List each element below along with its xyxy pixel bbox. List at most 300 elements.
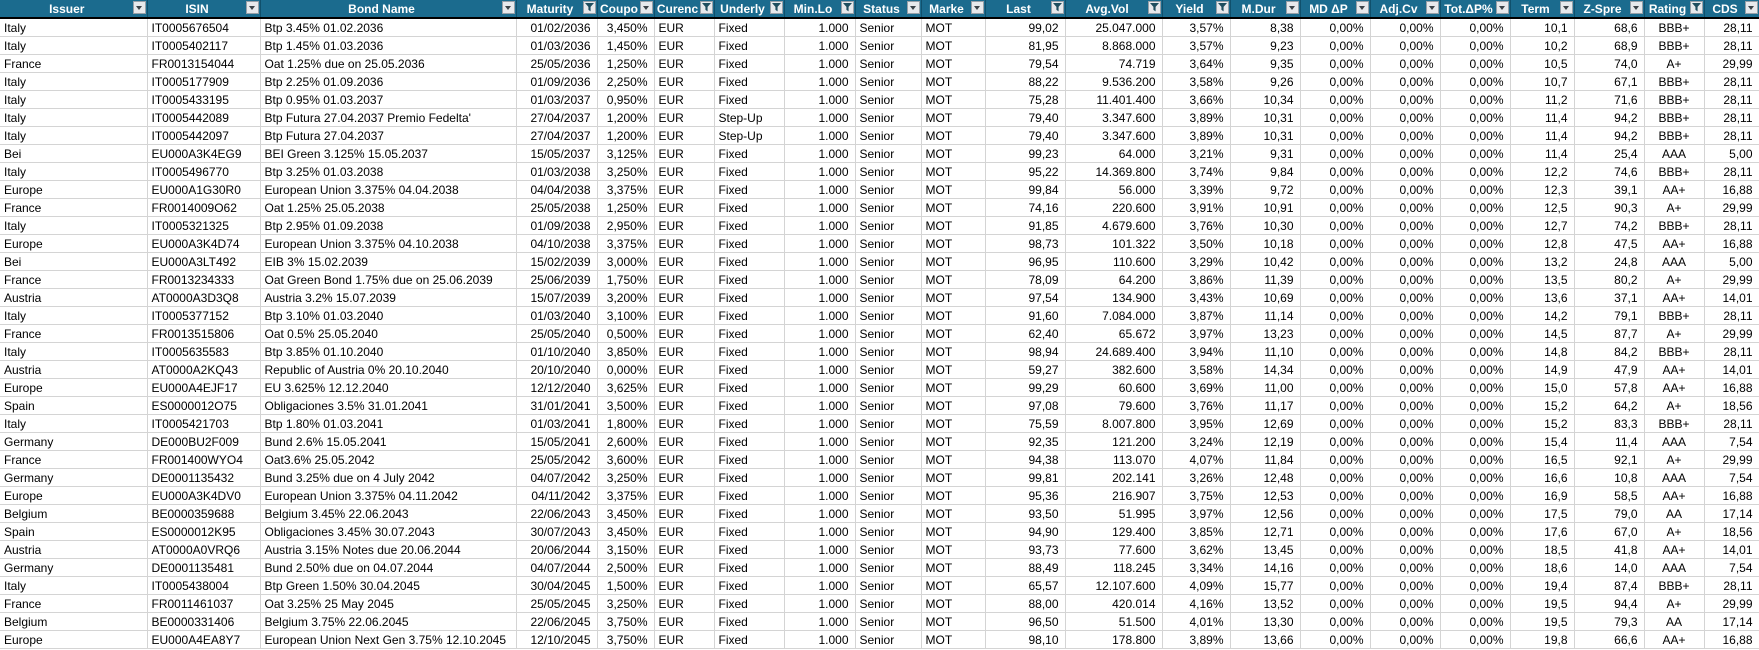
cell-avg_vol[interactable]: 7.084.000 <box>1065 307 1162 325</box>
cell-cds[interactable]: 28,11 <box>1704 37 1759 55</box>
cell-isin[interactable]: FR001400WYO4 <box>147 451 260 469</box>
cell-yield[interactable]: 3,26% <box>1162 469 1230 487</box>
cell-coupon[interactable]: 3,625% <box>597 379 654 397</box>
cell-currency[interactable]: EUR <box>654 577 714 595</box>
md_dp-filter-button[interactable] <box>1356 1 1369 14</box>
cell-term[interactable]: 12,7 <box>1510 217 1574 235</box>
cell-last[interactable]: 78,09 <box>985 271 1065 289</box>
cell-coupon[interactable]: 3,200% <box>597 289 654 307</box>
cell-avg_vol[interactable]: 64.000 <box>1065 145 1162 163</box>
cell-issuer[interactable]: Belgium <box>0 505 147 523</box>
cell-rating[interactable]: AA+ <box>1644 541 1704 559</box>
cell-term[interactable]: 17,5 <box>1510 505 1574 523</box>
cell-term[interactable]: 14,9 <box>1510 361 1574 379</box>
cell-bond_name[interactable]: EU 3.625% 12.12.2040 <box>260 379 516 397</box>
cell-underlying[interactable]: Fixed <box>714 91 784 109</box>
cell-m_dur[interactable]: 10,31 <box>1230 127 1300 145</box>
cell-avg_vol[interactable]: 113.070 <box>1065 451 1162 469</box>
cell-avg_vol[interactable]: 110.600 <box>1065 253 1162 271</box>
cell-isin[interactable]: IT0005442089 <box>147 109 260 127</box>
cell-issuer[interactable]: France <box>0 451 147 469</box>
cell-status[interactable]: Senior <box>855 559 921 577</box>
cell-md_dp[interactable]: 0,00% <box>1300 487 1370 505</box>
cell-md_dp[interactable]: 0,00% <box>1300 271 1370 289</box>
avg_vol-filter-button[interactable] <box>1148 1 1161 14</box>
cell-issuer[interactable]: Spain <box>0 523 147 541</box>
cell-min_lot[interactable]: 1.000 <box>784 487 855 505</box>
cell-yield[interactable]: 4,16% <box>1162 595 1230 613</box>
cell-rating[interactable]: A+ <box>1644 397 1704 415</box>
cell-maturity[interactable]: 04/10/2038 <box>516 235 597 253</box>
cell-avg_vol[interactable]: 79.600 <box>1065 397 1162 415</box>
cell-status[interactable]: Senior <box>855 181 921 199</box>
cell-market[interactable]: MOT <box>921 145 985 163</box>
cell-bond_name[interactable]: Oat 1.25% 25.05.2038 <box>260 199 516 217</box>
cell-m_dur[interactable]: 11,14 <box>1230 307 1300 325</box>
cell-term[interactable]: 16,5 <box>1510 451 1574 469</box>
cell-bond_name[interactable]: Austria 3.15% Notes due 20.06.2044 <box>260 541 516 559</box>
cell-currency[interactable]: EUR <box>654 91 714 109</box>
cell-min_lot[interactable]: 1.000 <box>784 595 855 613</box>
cell-md_dp[interactable]: 0,00% <box>1300 505 1370 523</box>
cell-underlying[interactable]: Fixed <box>714 361 784 379</box>
cell-adj_cv[interactable]: 0,00% <box>1370 505 1440 523</box>
cell-m_dur[interactable]: 11,00 <box>1230 379 1300 397</box>
cell-min_lot[interactable]: 1.000 <box>784 91 855 109</box>
cell-md_dp[interactable]: 0,00% <box>1300 307 1370 325</box>
cell-bond_name[interactable]: Republic of Austria 0% 20.10.2040 <box>260 361 516 379</box>
cell-md_dp[interactable]: 0,00% <box>1300 181 1370 199</box>
cell-z_spr[interactable]: 71,6 <box>1574 91 1644 109</box>
cell-maturity[interactable]: 01/03/2036 <box>516 37 597 55</box>
cell-coupon[interactable]: 2,250% <box>597 73 654 91</box>
cell-bond_name[interactable]: Bund 2.6% 15.05.2041 <box>260 433 516 451</box>
cell-currency[interactable]: EUR <box>654 469 714 487</box>
yield-filter-button[interactable] <box>1216 1 1229 14</box>
cell-maturity[interactable]: 01/03/2040 <box>516 307 597 325</box>
cell-isin[interactable]: EU000A4EA8Y7 <box>147 631 260 649</box>
cell-term[interactable]: 16,9 <box>1510 487 1574 505</box>
cell-min_lot[interactable]: 1.000 <box>784 415 855 433</box>
cell-cds[interactable]: 28,11 <box>1704 73 1759 91</box>
cell-tot_dp[interactable]: 0,00% <box>1440 127 1510 145</box>
cell-tot_dp[interactable]: 0,00% <box>1440 505 1510 523</box>
cell-m_dur[interactable]: 9,31 <box>1230 145 1300 163</box>
cell-cds[interactable]: 28,11 <box>1704 91 1759 109</box>
cell-md_dp[interactable]: 0,00% <box>1300 127 1370 145</box>
cell-currency[interactable]: EUR <box>654 559 714 577</box>
cell-last[interactable]: 94,90 <box>985 523 1065 541</box>
cell-coupon[interactable]: 0,000% <box>597 361 654 379</box>
cell-coupon[interactable]: 3,375% <box>597 487 654 505</box>
cell-md_dp[interactable]: 0,00% <box>1300 289 1370 307</box>
cell-maturity[interactable]: 01/03/2038 <box>516 163 597 181</box>
cell-bond_name[interactable]: Oat 3.25% 25 May 2045 <box>260 595 516 613</box>
cell-currency[interactable]: EUR <box>654 109 714 127</box>
cell-status[interactable]: Senior <box>855 91 921 109</box>
cell-currency[interactable]: EUR <box>654 379 714 397</box>
cell-underlying[interactable]: Fixed <box>714 181 784 199</box>
term-filter-button[interactable] <box>1560 1 1573 14</box>
cell-issuer[interactable]: Germany <box>0 433 147 451</box>
cell-market[interactable]: MOT <box>921 91 985 109</box>
cell-tot_dp[interactable]: 0,00% <box>1440 199 1510 217</box>
cell-md_dp[interactable]: 0,00% <box>1300 73 1370 91</box>
cell-last[interactable]: 92,35 <box>985 433 1065 451</box>
cell-tot_dp[interactable]: 0,00% <box>1440 73 1510 91</box>
cell-last[interactable]: 59,27 <box>985 361 1065 379</box>
cell-bond_name[interactable]: Btp 1.80% 01.03.2041 <box>260 415 516 433</box>
cell-coupon[interactable]: 0,500% <box>597 325 654 343</box>
cell-last[interactable]: 88,22 <box>985 73 1065 91</box>
cell-adj_cv[interactable]: 0,00% <box>1370 235 1440 253</box>
cell-min_lot[interactable]: 1.000 <box>784 325 855 343</box>
cell-status[interactable]: Senior <box>855 433 921 451</box>
cell-bond_name[interactable]: Btp 3.25% 01.03.2038 <box>260 163 516 181</box>
cell-yield[interactable]: 3,57% <box>1162 37 1230 55</box>
cell-market[interactable]: MOT <box>921 469 985 487</box>
tot_dp-filter-button[interactable] <box>1496 1 1509 14</box>
cell-underlying[interactable]: Fixed <box>714 55 784 73</box>
cell-avg_vol[interactable]: 9.536.200 <box>1065 73 1162 91</box>
cell-min_lot[interactable]: 1.000 <box>784 541 855 559</box>
cell-rating[interactable]: AAA <box>1644 559 1704 577</box>
cell-z_spr[interactable]: 11,4 <box>1574 433 1644 451</box>
cell-min_lot[interactable]: 1.000 <box>784 18 855 37</box>
cell-cds[interactable]: 7,54 <box>1704 433 1759 451</box>
cell-term[interactable]: 15,2 <box>1510 415 1574 433</box>
cell-bond_name[interactable]: Obligaciones 3.45% 30.07.2043 <box>260 523 516 541</box>
cell-md_dp[interactable]: 0,00% <box>1300 631 1370 649</box>
cell-last[interactable]: 95,36 <box>985 487 1065 505</box>
cell-bond_name[interactable]: Belgium 3.45% 22.06.2043 <box>260 505 516 523</box>
cell-currency[interactable]: EUR <box>654 451 714 469</box>
cell-maturity[interactable]: 22/06/2043 <box>516 505 597 523</box>
cell-bond_name[interactable]: Bund 3.25% due on 4 July 2042 <box>260 469 516 487</box>
cell-yield[interactable]: 3,34% <box>1162 559 1230 577</box>
cell-last[interactable]: 93,73 <box>985 541 1065 559</box>
cell-currency[interactable]: EUR <box>654 253 714 271</box>
cell-underlying[interactable]: Fixed <box>714 199 784 217</box>
cell-maturity[interactable]: 27/04/2037 <box>516 109 597 127</box>
cell-isin[interactable]: ES0000012K95 <box>147 523 260 541</box>
cell-market[interactable]: MOT <box>921 487 985 505</box>
cell-min_lot[interactable]: 1.000 <box>784 235 855 253</box>
cell-underlying[interactable]: Fixed <box>714 397 784 415</box>
cell-md_dp[interactable]: 0,00% <box>1300 415 1370 433</box>
cell-cds[interactable]: 14,01 <box>1704 361 1759 379</box>
cell-isin[interactable]: EU000A3K4EG9 <box>147 145 260 163</box>
cell-avg_vol[interactable]: 60.600 <box>1065 379 1162 397</box>
cell-last[interactable]: 99,02 <box>985 18 1065 37</box>
cell-tot_dp[interactable]: 0,00% <box>1440 18 1510 37</box>
cell-last[interactable]: 91,60 <box>985 307 1065 325</box>
cell-status[interactable]: Senior <box>855 307 921 325</box>
cell-rating[interactable]: A+ <box>1644 451 1704 469</box>
cell-z_spr[interactable]: 94,4 <box>1574 595 1644 613</box>
cell-rating[interactable]: BBB+ <box>1644 109 1704 127</box>
cell-m_dur[interactable]: 9,35 <box>1230 55 1300 73</box>
adj_cv-filter-button[interactable] <box>1426 1 1439 14</box>
cell-m_dur[interactable]: 12,19 <box>1230 433 1300 451</box>
cell-status[interactable]: Senior <box>855 487 921 505</box>
cell-isin[interactable]: IT0005321325 <box>147 217 260 235</box>
cell-isin[interactable]: IT0005377152 <box>147 307 260 325</box>
cell-adj_cv[interactable]: 0,00% <box>1370 18 1440 37</box>
cell-adj_cv[interactable]: 0,00% <box>1370 325 1440 343</box>
cell-cds[interactable]: 28,11 <box>1704 415 1759 433</box>
cell-market[interactable]: MOT <box>921 127 985 145</box>
cell-maturity[interactable]: 25/05/2040 <box>516 325 597 343</box>
cell-z_spr[interactable]: 79,3 <box>1574 613 1644 631</box>
cell-coupon[interactable]: 0,950% <box>597 91 654 109</box>
cell-z_spr[interactable]: 90,3 <box>1574 199 1644 217</box>
cell-issuer[interactable]: Italy <box>0 163 147 181</box>
cell-market[interactable]: MOT <box>921 451 985 469</box>
cell-min_lot[interactable]: 1.000 <box>784 361 855 379</box>
cell-bond_name[interactable]: BEI Green 3.125% 15.05.2037 <box>260 145 516 163</box>
cell-bond_name[interactable]: Btp 0.95% 01.03.2037 <box>260 91 516 109</box>
cell-rating[interactable]: BBB+ <box>1644 415 1704 433</box>
cell-yield[interactable]: 3,85% <box>1162 523 1230 541</box>
cell-yield[interactable]: 3,89% <box>1162 127 1230 145</box>
cell-coupon[interactable]: 3,100% <box>597 307 654 325</box>
cell-coupon[interactable]: 3,450% <box>597 18 654 37</box>
cell-status[interactable]: Senior <box>855 289 921 307</box>
cell-rating[interactable]: A+ <box>1644 523 1704 541</box>
cell-maturity[interactable]: 04/07/2044 <box>516 559 597 577</box>
cell-last[interactable]: 95,22 <box>985 163 1065 181</box>
cell-min_lot[interactable]: 1.000 <box>784 199 855 217</box>
cell-md_dp[interactable]: 0,00% <box>1300 217 1370 235</box>
cell-m_dur[interactable]: 10,18 <box>1230 235 1300 253</box>
cell-underlying[interactable]: Fixed <box>714 487 784 505</box>
cell-market[interactable]: MOT <box>921 307 985 325</box>
cell-underlying[interactable]: Fixed <box>714 613 784 631</box>
cell-isin[interactable]: EU000A3LT492 <box>147 253 260 271</box>
cell-cds[interactable]: 5,00 <box>1704 253 1759 271</box>
cell-underlying[interactable]: Fixed <box>714 577 784 595</box>
cell-m_dur[interactable]: 10,30 <box>1230 217 1300 235</box>
cell-bond_name[interactable]: Btp Futura 27.04.2037 Premio Fedelta' <box>260 109 516 127</box>
cell-avg_vol[interactable]: 3.347.600 <box>1065 109 1162 127</box>
cell-maturity[interactable]: 04/11/2042 <box>516 487 597 505</box>
cell-cds[interactable]: 16,88 <box>1704 379 1759 397</box>
cell-currency[interactable]: EUR <box>654 487 714 505</box>
cell-coupon[interactable]: 3,500% <box>597 397 654 415</box>
cell-z_spr[interactable]: 64,2 <box>1574 397 1644 415</box>
cell-md_dp[interactable]: 0,00% <box>1300 199 1370 217</box>
cell-z_spr[interactable]: 79,1 <box>1574 307 1644 325</box>
cell-tot_dp[interactable]: 0,00% <box>1440 325 1510 343</box>
cell-z_spr[interactable]: 41,8 <box>1574 541 1644 559</box>
cell-z_spr[interactable]: 94,2 <box>1574 127 1644 145</box>
cell-min_lot[interactable]: 1.000 <box>784 613 855 631</box>
maturity-filter-button[interactable] <box>583 1 596 14</box>
cell-m_dur[interactable]: 12,69 <box>1230 415 1300 433</box>
cell-yield[interactable]: 3,97% <box>1162 505 1230 523</box>
cell-avg_vol[interactable]: 51.995 <box>1065 505 1162 523</box>
cell-market[interactable]: MOT <box>921 271 985 289</box>
cell-tot_dp[interactable]: 0,00% <box>1440 235 1510 253</box>
cell-cds[interactable]: 29,99 <box>1704 199 1759 217</box>
cell-currency[interactable]: EUR <box>654 37 714 55</box>
cell-bond_name[interactable]: Btp 1.45% 01.03.2036 <box>260 37 516 55</box>
cell-term[interactable]: 12,8 <box>1510 235 1574 253</box>
cell-market[interactable]: MOT <box>921 613 985 631</box>
cell-rating[interactable]: A+ <box>1644 271 1704 289</box>
cell-maturity[interactable]: 12/12/2040 <box>516 379 597 397</box>
cell-isin[interactable]: DE0001135432 <box>147 469 260 487</box>
cell-term[interactable]: 19,5 <box>1510 595 1574 613</box>
cell-avg_vol[interactable]: 134.900 <box>1065 289 1162 307</box>
cell-issuer[interactable]: Europe <box>0 379 147 397</box>
cell-yield[interactable]: 3,91% <box>1162 199 1230 217</box>
cell-term[interactable]: 18,5 <box>1510 541 1574 559</box>
cell-yield[interactable]: 3,21% <box>1162 145 1230 163</box>
cell-status[interactable]: Senior <box>855 415 921 433</box>
cell-md_dp[interactable]: 0,00% <box>1300 397 1370 415</box>
cell-adj_cv[interactable]: 0,00% <box>1370 487 1440 505</box>
cell-md_dp[interactable]: 0,00% <box>1300 559 1370 577</box>
cell-min_lot[interactable]: 1.000 <box>784 271 855 289</box>
cell-term[interactable]: 12,2 <box>1510 163 1574 181</box>
cell-isin[interactable]: IT0005402117 <box>147 37 260 55</box>
cell-yield[interactable]: 3,29% <box>1162 253 1230 271</box>
cell-coupon[interactable]: 3,450% <box>597 505 654 523</box>
cell-coupon[interactable]: 2,950% <box>597 217 654 235</box>
cell-min_lot[interactable]: 1.000 <box>784 127 855 145</box>
cell-adj_cv[interactable]: 0,00% <box>1370 361 1440 379</box>
cell-market[interactable]: MOT <box>921 199 985 217</box>
currency-filter-button[interactable] <box>700 1 713 14</box>
cell-tot_dp[interactable]: 0,00% <box>1440 343 1510 361</box>
cell-bond_name[interactable]: Btp 3.45% 01.02.2036 <box>260 18 516 37</box>
cell-maturity[interactable]: 25/05/2045 <box>516 595 597 613</box>
cell-z_spr[interactable]: 39,1 <box>1574 181 1644 199</box>
cell-currency[interactable]: EUR <box>654 631 714 649</box>
cell-term[interactable]: 19,8 <box>1510 631 1574 649</box>
cell-isin[interactable]: IT0005421703 <box>147 415 260 433</box>
cell-avg_vol[interactable]: 118.245 <box>1065 559 1162 577</box>
cell-adj_cv[interactable]: 0,00% <box>1370 595 1440 613</box>
cell-cds[interactable]: 14,01 <box>1704 289 1759 307</box>
cell-z_spr[interactable]: 92,1 <box>1574 451 1644 469</box>
cell-md_dp[interactable]: 0,00% <box>1300 379 1370 397</box>
cell-tot_dp[interactable]: 0,00% <box>1440 55 1510 73</box>
cell-currency[interactable]: EUR <box>654 505 714 523</box>
cell-maturity[interactable]: 04/04/2038 <box>516 181 597 199</box>
cell-rating[interactable]: AAA <box>1644 469 1704 487</box>
cell-cds[interactable]: 29,99 <box>1704 55 1759 73</box>
cell-min_lot[interactable]: 1.000 <box>784 55 855 73</box>
cell-currency[interactable]: EUR <box>654 343 714 361</box>
cell-term[interactable]: 19,5 <box>1510 613 1574 631</box>
cell-z_spr[interactable]: 47,5 <box>1574 235 1644 253</box>
cell-underlying[interactable]: Fixed <box>714 415 784 433</box>
cell-yield[interactable]: 3,89% <box>1162 109 1230 127</box>
cell-maturity[interactable]: 01/09/2038 <box>516 217 597 235</box>
cell-yield[interactable]: 3,24% <box>1162 433 1230 451</box>
cell-term[interactable]: 12,3 <box>1510 181 1574 199</box>
cell-m_dur[interactable]: 10,91 <box>1230 199 1300 217</box>
cell-isin[interactable]: AT0000A3D3Q8 <box>147 289 260 307</box>
cell-yield[interactable]: 3,62% <box>1162 541 1230 559</box>
cell-cds[interactable]: 29,99 <box>1704 271 1759 289</box>
cell-min_lot[interactable]: 1.000 <box>784 37 855 55</box>
cell-isin[interactable]: IT0005496770 <box>147 163 260 181</box>
cell-adj_cv[interactable]: 0,00% <box>1370 613 1440 631</box>
cell-underlying[interactable]: Fixed <box>714 541 784 559</box>
cell-adj_cv[interactable]: 0,00% <box>1370 181 1440 199</box>
cell-currency[interactable]: EUR <box>654 433 714 451</box>
cell-rating[interactable]: BBB+ <box>1644 217 1704 235</box>
cell-market[interactable]: MOT <box>921 325 985 343</box>
cell-md_dp[interactable]: 0,00% <box>1300 109 1370 127</box>
cell-isin[interactable]: EU000A3K4D74 <box>147 235 260 253</box>
cell-z_spr[interactable]: 87,4 <box>1574 577 1644 595</box>
cell-cds[interactable]: 29,99 <box>1704 325 1759 343</box>
cell-underlying[interactable]: Fixed <box>714 271 784 289</box>
cell-yield[interactable]: 4,09% <box>1162 577 1230 595</box>
cell-isin[interactable]: ES0000012O75 <box>147 397 260 415</box>
cell-coupon[interactable]: 3,250% <box>597 163 654 181</box>
cell-underlying[interactable]: Fixed <box>714 163 784 181</box>
cell-cds[interactable]: 17,14 <box>1704 613 1759 631</box>
cell-avg_vol[interactable]: 216.907 <box>1065 487 1162 505</box>
cell-yield[interactable]: 3,58% <box>1162 361 1230 379</box>
cell-status[interactable]: Senior <box>855 577 921 595</box>
cell-m_dur[interactable]: 12,71 <box>1230 523 1300 541</box>
cell-bond_name[interactable]: European Union 3.375% 04.11.2042 <box>260 487 516 505</box>
cell-currency[interactable]: EUR <box>654 163 714 181</box>
cell-bond_name[interactable]: Btp Green 1.50% 30.04.2045 <box>260 577 516 595</box>
cell-tot_dp[interactable]: 0,00% <box>1440 631 1510 649</box>
cell-market[interactable]: MOT <box>921 181 985 199</box>
cell-last[interactable]: 98,94 <box>985 343 1065 361</box>
cell-isin[interactable]: IT0005177909 <box>147 73 260 91</box>
cell-z_spr[interactable]: 47,9 <box>1574 361 1644 379</box>
isin-filter-button[interactable] <box>246 1 259 14</box>
cell-m_dur[interactable]: 10,42 <box>1230 253 1300 271</box>
cell-issuer[interactable]: Germany <box>0 469 147 487</box>
cell-term[interactable]: 13,6 <box>1510 289 1574 307</box>
cell-underlying[interactable]: Fixed <box>714 73 784 91</box>
cell-maturity[interactable]: 01/02/2036 <box>516 18 597 37</box>
cell-status[interactable]: Senior <box>855 505 921 523</box>
cell-z_spr[interactable]: 10,8 <box>1574 469 1644 487</box>
cell-term[interactable]: 18,6 <box>1510 559 1574 577</box>
cell-isin[interactable]: EU000A3K4DV0 <box>147 487 260 505</box>
cell-adj_cv[interactable]: 0,00% <box>1370 289 1440 307</box>
cell-m_dur[interactable]: 11,10 <box>1230 343 1300 361</box>
cell-tot_dp[interactable]: 0,00% <box>1440 91 1510 109</box>
cell-rating[interactable]: AA+ <box>1644 235 1704 253</box>
cell-issuer[interactable]: Spain <box>0 397 147 415</box>
cell-bond_name[interactable]: Btp 3.10% 01.03.2040 <box>260 307 516 325</box>
cds-filter-button[interactable] <box>1745 1 1758 14</box>
cell-z_spr[interactable]: 57,8 <box>1574 379 1644 397</box>
cell-issuer[interactable]: Bei <box>0 253 147 271</box>
cell-md_dp[interactable]: 0,00% <box>1300 235 1370 253</box>
cell-avg_vol[interactable]: 121.200 <box>1065 433 1162 451</box>
cell-yield[interactable]: 3,50% <box>1162 235 1230 253</box>
cell-market[interactable]: MOT <box>921 163 985 181</box>
cell-rating[interactable]: BBB+ <box>1644 73 1704 91</box>
cell-min_lot[interactable]: 1.000 <box>784 217 855 235</box>
cell-bond_name[interactable]: Btp 2.25% 01.09.2036 <box>260 73 516 91</box>
cell-min_lot[interactable]: 1.000 <box>784 505 855 523</box>
